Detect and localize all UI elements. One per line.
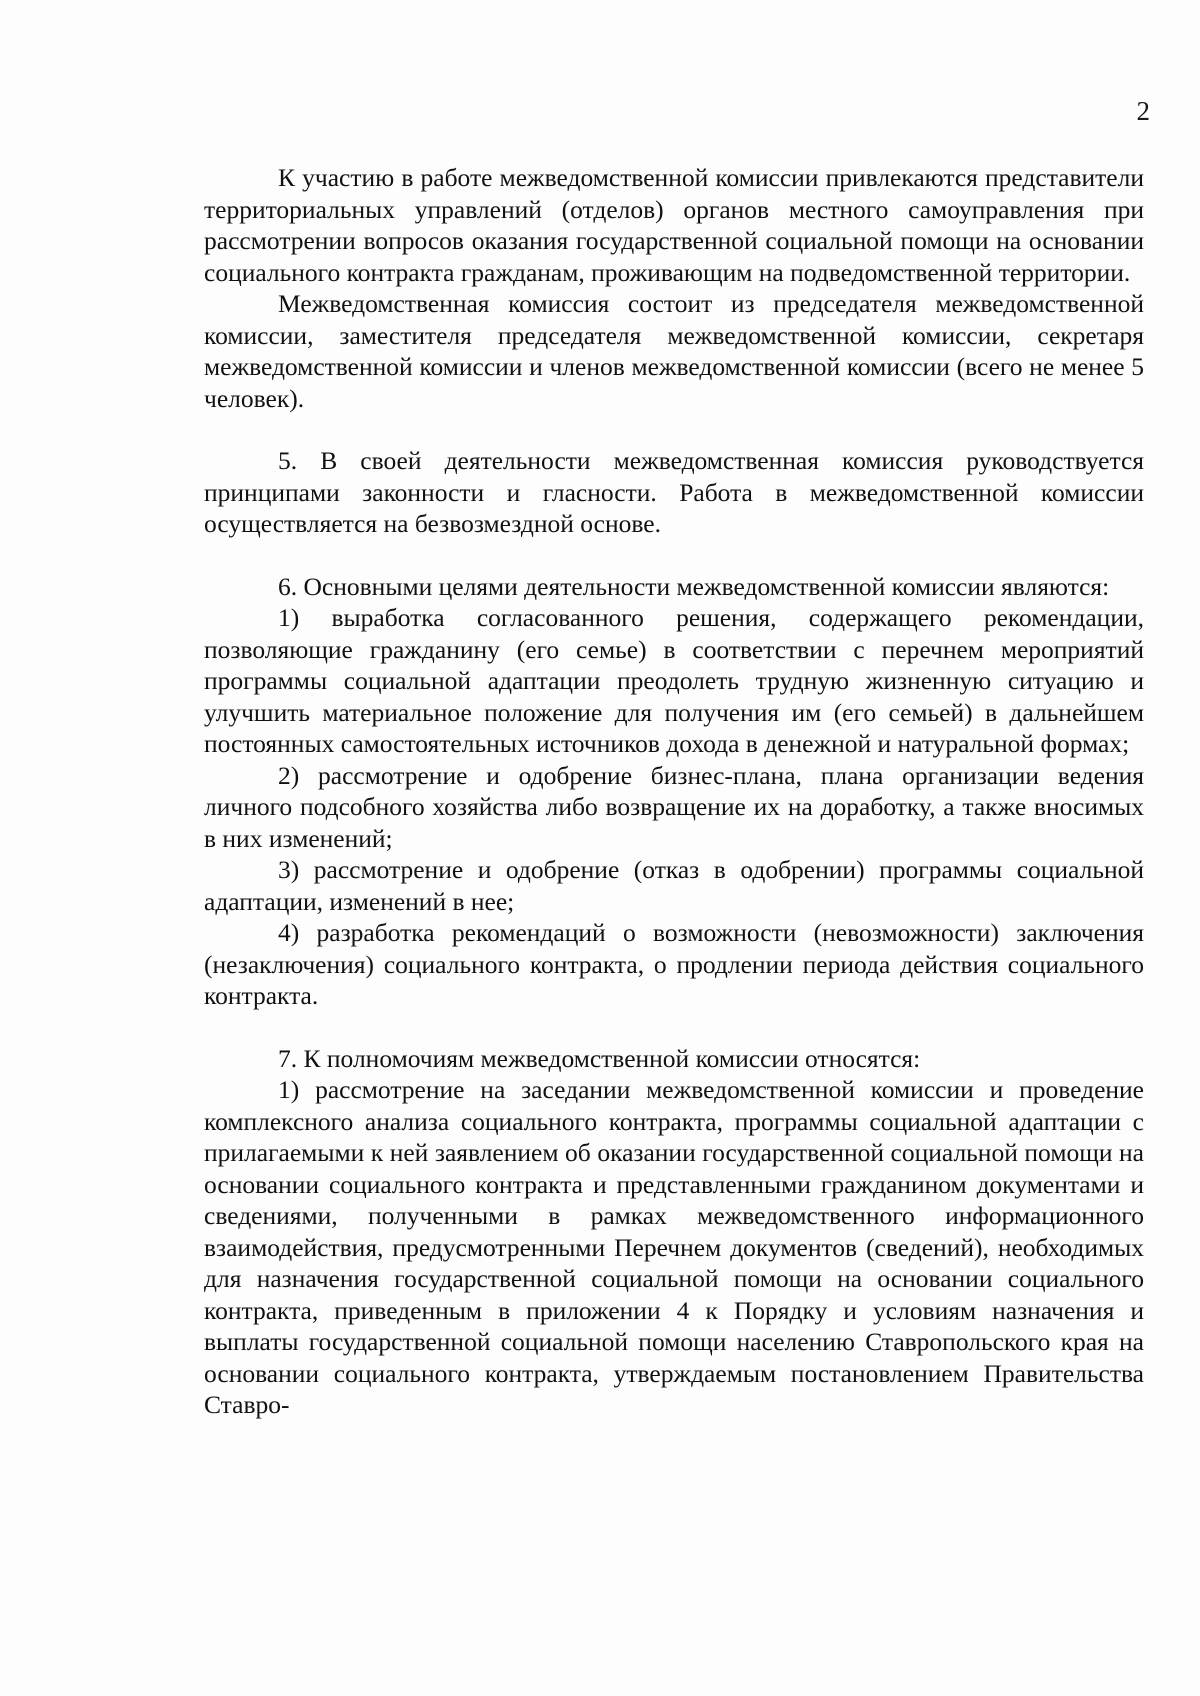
paragraph-section-5: 5. В своей деятельности межведомственная комиссия руководствуется принципами законности и гласности. Работа в межведомственной комиссии осуществляется на безвозмездной основе. [204, 446, 1144, 538]
document-body [204, 162, 1144, 1421]
paragraph-participation: К участию в работе межведомственной комиссии привлекаются представители территориальных управлений (отделов) органов местного самоуправления при рассмотрении вопросов оказания государственной социальной помощи на основании социального контракта гражданам, проживающим на подведомственной территории. [204, 163, 1144, 287]
list-item-6-3: 3) рассмотрение и одобрение (отказ в одобрении) программы социальной адаптации, изменений в нее; [204, 855, 1144, 916]
list-item-7-1: 1) рассмотрение на заседании межведомственной комиссии и проведение комплексного анализа социального контракта, программы социальной адаптации с прилагаемыми к ней заявлением об оказании государственной социальной помощи на основании социального контракта и представленными гражданином документами и сведениями, полученными в рамках межведомственного информационного взаимодействия, предусмотренными Перечнем документов (сведений), необходимых для назначения государственной социальной помощи на основании социального контракта, приведенным в приложении 4 к Порядку и условиям назначения и выплаты государственной социальной помощи населению Ставропольского края на основании социального контракта, утверждаемым постановлением Правительства Ставро- [204, 1075, 1144, 1419]
list-item-6-1: 1) выработка согласованного решения, содержащего рекомендации, позволяющие гражданину (его семье) в соответствии с перечнем мероприятий программы социальной адаптации преодолеть трудную жизненную ситуацию и улучшить материальное положение для получения им (его семьей) в дальнейшем постоянных самостоятельных источников дохода в денежной и натуральной формах; [204, 603, 1144, 758]
paragraph-section-7: 7. К полномочиям межведомственной комиссии относятся: [278, 1043, 921, 1073]
paragraph-section-6: 6. Основными целями деятельности межведомственной комиссии являются: [278, 571, 1110, 601]
paragraph-composition: Межведомственная комиссия состоит из председателя межведомственной комиссии, заместителя председателя межведомственной комиссии, секретаря межведомственной комиссии и членов межведомственной комиссии (всего не менее 5 человек). [204, 289, 1144, 413]
list-item-6-4: 4) разработка рекомендаций о возможности (невозможности) заключения (незаключения) социального контракта, о продлении периода действия социального контракта. [204, 918, 1144, 1010]
list-item-6-2: 2) рассмотрение и одобрение бизнес-плана, плана организации ведения личного подсобного хозяйства либо возвращение их на доработку, а также вносимых в них изменений; [204, 760, 1144, 853]
page-number: 2 [1136, 96, 1150, 126]
